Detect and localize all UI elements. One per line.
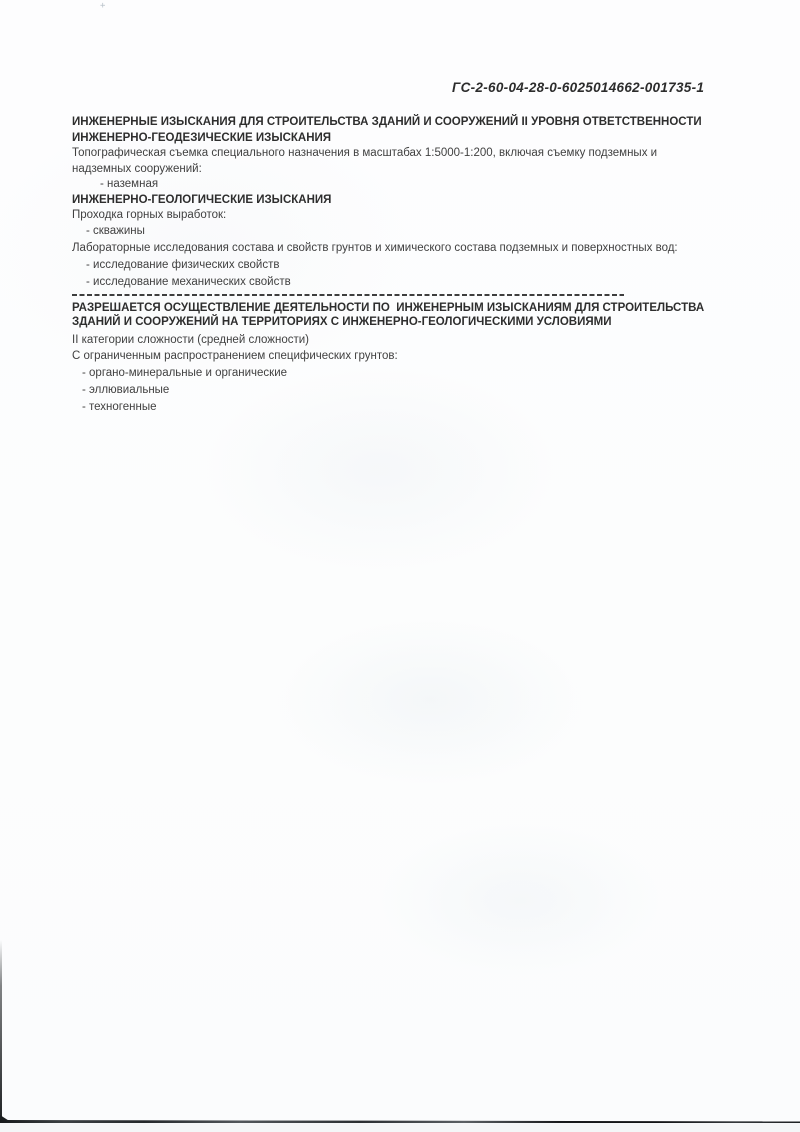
drilling-list-item: - скважины xyxy=(86,224,145,237)
document-title: ИНЖЕНЕРНЫЕ ИЗЫСКАНИЯ ДЛЯ СТРОИТЕЛЬСТВА ЗДАНИЙ И СООРУЖЕНИЙ II УРОВНЯ ОТВЕТСТВЕННОСТИ xyxy=(72,116,702,128)
drilling-label: Проходка горных выработок: xyxy=(72,209,227,221)
document-body xyxy=(72,114,752,415)
geodesic-section-heading: ИНЖЕНЕРНО-ГЕОДЕЗИЧЕСКИЕ ИЗЫСКАНИЯ xyxy=(72,132,332,144)
soils-label: С ограниченным распространением специфических грунтов: xyxy=(72,349,398,362)
scan-margin-below-edge xyxy=(0,1123,800,1132)
scan-edge-left xyxy=(0,940,2,1122)
geological-section-heading: ИНЖЕНЕРНО-ГЕОЛОГИЧЕСКИЕ ИЗЫСКАНИЯ xyxy=(72,194,332,206)
permission-heading-line1: РАЗРЕШАЕТСЯ ОСУЩЕСТВЛЕНИЕ ДЕЯТЕЛЬНОСТИ ПО ИНЖЕНЕРНЫМ ИЗЫСКАНИЯМ ДЛЯ СТРОИТЕЛЬСТВА xyxy=(72,302,705,314)
license-code: ГС-2-60-04-28-0-6025014662-001735-1 xyxy=(452,80,705,95)
soil-list-item: - эллювиальные xyxy=(82,384,170,396)
geodesic-paragraph-line1: Топографическая съемка специального назначения в масштабах 1:5000-1:200, включая съемку подземных и xyxy=(72,147,658,159)
registration-mark: + xyxy=(100,1,106,11)
dashed-separator xyxy=(72,294,624,296)
lab-label: Лабораторные исследования состава и свойств грунтов и химического состава подземных и поверхностных вод: xyxy=(72,241,678,254)
lab-list-item: - исследование механических свойств xyxy=(86,276,291,288)
soil-list-item: - техногенные xyxy=(82,401,157,413)
permission-heading-line2: ЗДАНИЙ И СООРУЖЕНИЙ НА ТЕРРИТОРИЯХ С ИНЖЕНЕРНО-ГЕОЛОГИЧЕСКИМИ УСЛОВИЯМИ xyxy=(72,315,612,328)
complexity-category: II категории сложности (средней сложности) xyxy=(72,334,310,346)
soil-list-item: - органо-минеральные и органические xyxy=(82,367,288,379)
geodesic-paragraph-line2: надземных сооружений: xyxy=(72,162,202,175)
geodesic-list-item: - наземная xyxy=(100,178,159,190)
lab-list-item: - исследование физических свойств xyxy=(86,259,280,271)
